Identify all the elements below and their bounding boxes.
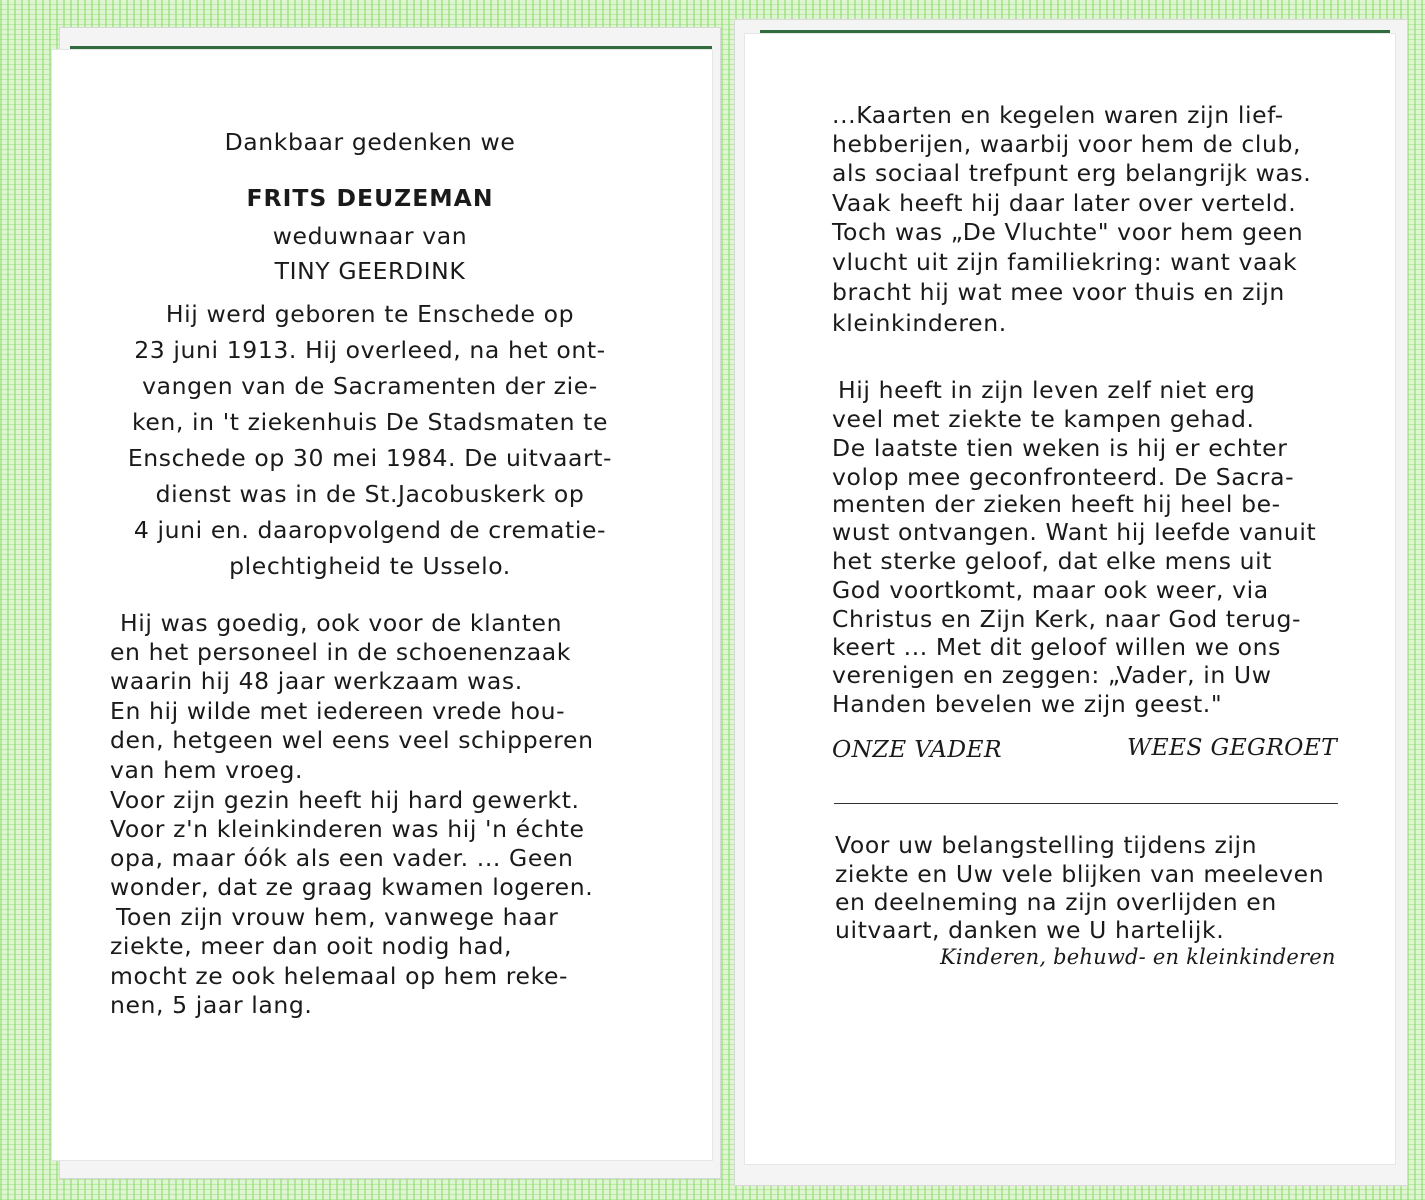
right-card-top-edge <box>760 30 1390 33</box>
hobbies-line: als sociaal trefpunt erg belangrijk was. <box>832 159 1312 187</box>
faith-line: wust ontvangen. Want hij leefde vanuit <box>832 518 1317 546</box>
intro-line: Dankbaar gedenken we <box>224 128 516 156</box>
hobbies-line: hebberijen, waarbij voor hem de club, <box>832 130 1302 158</box>
faith-line: menten der zieken heeft hij heel be- <box>832 490 1281 518</box>
faith-line: veel met ziekte te kampen gehad. <box>832 405 1255 433</box>
story-line: van hem vroeg. <box>110 756 304 784</box>
spouse-name: TINY GEERDINK <box>274 257 466 285</box>
faith-line: God voortkomt, maar ook weer, via <box>832 576 1269 604</box>
thanks-line: en deelneming na zijn overlijden en <box>835 888 1277 916</box>
story-line: waarin hij 48 jaar werkzaam was. <box>110 667 523 695</box>
story-line: wonder, dat ze graag kwamen logeren. <box>110 873 594 901</box>
story-line: Voor zijn gezin heeft hij hard gewerkt. <box>110 786 580 814</box>
prayer-onze-vader: ONZE VADER <box>832 735 1002 763</box>
faith-line: het sterke geloof, dat elke mens uit <box>832 547 1273 575</box>
deceased-name: FRITS DEUZEMAN <box>246 184 494 212</box>
hobbies-line: Toch was „De Vluchte" voor hem geen <box>832 218 1304 246</box>
bio-line: 23 juni 1913. Hij overleed, na het ont- <box>134 336 606 364</box>
hobbies-line: kleinkinderen. <box>832 309 1007 337</box>
left-card-top-edge <box>70 46 712 49</box>
story-line: opa, maar óók als een vader. ... Geen <box>110 844 574 872</box>
hobbies-line: Vaak heeft hij daar later over verteld. <box>832 189 1297 217</box>
bio-line: dienst was in de St.Jacobuskerk op <box>155 480 585 508</box>
story-line: Hij was goedig, ook voor de klanten <box>120 609 563 637</box>
bio-line: ken, in 't ziekenhuis De Stadsmaten te <box>131 408 609 436</box>
story-line: mocht ze ook helemaal op hem reke- <box>110 962 569 990</box>
story-line: en het personeel in de schoenenzaak <box>110 638 571 666</box>
prayer-wees-gegroet: WEES GEGROET <box>1127 733 1338 761</box>
story-line: nen, 5 jaar lang. <box>110 991 313 1019</box>
story-line: Voor z'n kleinkinderen was hij 'n échte <box>110 815 585 843</box>
faith-line: Hij heeft in zijn leven zelf niet erg <box>838 376 1256 404</box>
hobbies-line: bracht hij wat mee voor thuis en zijn <box>832 278 1285 306</box>
story-line: ziekte, meer dan ooit nodig had, <box>110 932 513 960</box>
bio-line: plechtigheid te Usselo. <box>229 552 511 580</box>
divider-line <box>834 803 1338 804</box>
thanks-line: Voor uw belangstelling tijdens zijn <box>835 831 1258 859</box>
faith-line: verenigen en zeggen: „Vader, in Uw <box>832 661 1272 689</box>
hobbies-line: ...Kaarten en kegelen waren zijn lief- <box>832 101 1284 129</box>
faith-line: De laatste tien weken is hij er echter <box>832 434 1288 462</box>
thanks-line: uitvaart, danken we U hartelijk. <box>835 916 1225 944</box>
story-line: En hij wilde met iedereen vrede hou- <box>110 697 566 725</box>
thanks-line: ziekte en Uw vele blijken van meeleven <box>835 860 1325 888</box>
bio-line: Enschede op 30 mei 1984. De uitvaart- <box>127 444 613 472</box>
bio-line: vangen van de Sacramenten der zie- <box>142 372 598 400</box>
hobbies-line: vlucht uit zijn familiekring: want vaak <box>832 248 1298 276</box>
faith-line: keert ... Met dit geloof willen we ons <box>832 633 1281 661</box>
faith-line: Handen bevelen we zijn geest." <box>832 690 1223 718</box>
relation-line: weduwnaar van <box>272 222 468 250</box>
bio-line: Hij werd geboren te Enschede op <box>165 300 575 328</box>
faith-line: Christus en Zijn Kerk, naar God terug- <box>832 605 1302 633</box>
bio-line: 4 juni en. daaropvolgend de crematie- <box>133 516 607 544</box>
signature-line: Kinderen, behuwd- en kleinkinderen <box>940 945 1336 969</box>
story-line: Toen zijn vrouw hem, vanwege haar <box>116 903 559 931</box>
faith-line: volop mee geconfronteerd. De Sacra- <box>832 463 1295 491</box>
story-line: den, hetgeen wel eens veel schipperen <box>110 726 594 754</box>
